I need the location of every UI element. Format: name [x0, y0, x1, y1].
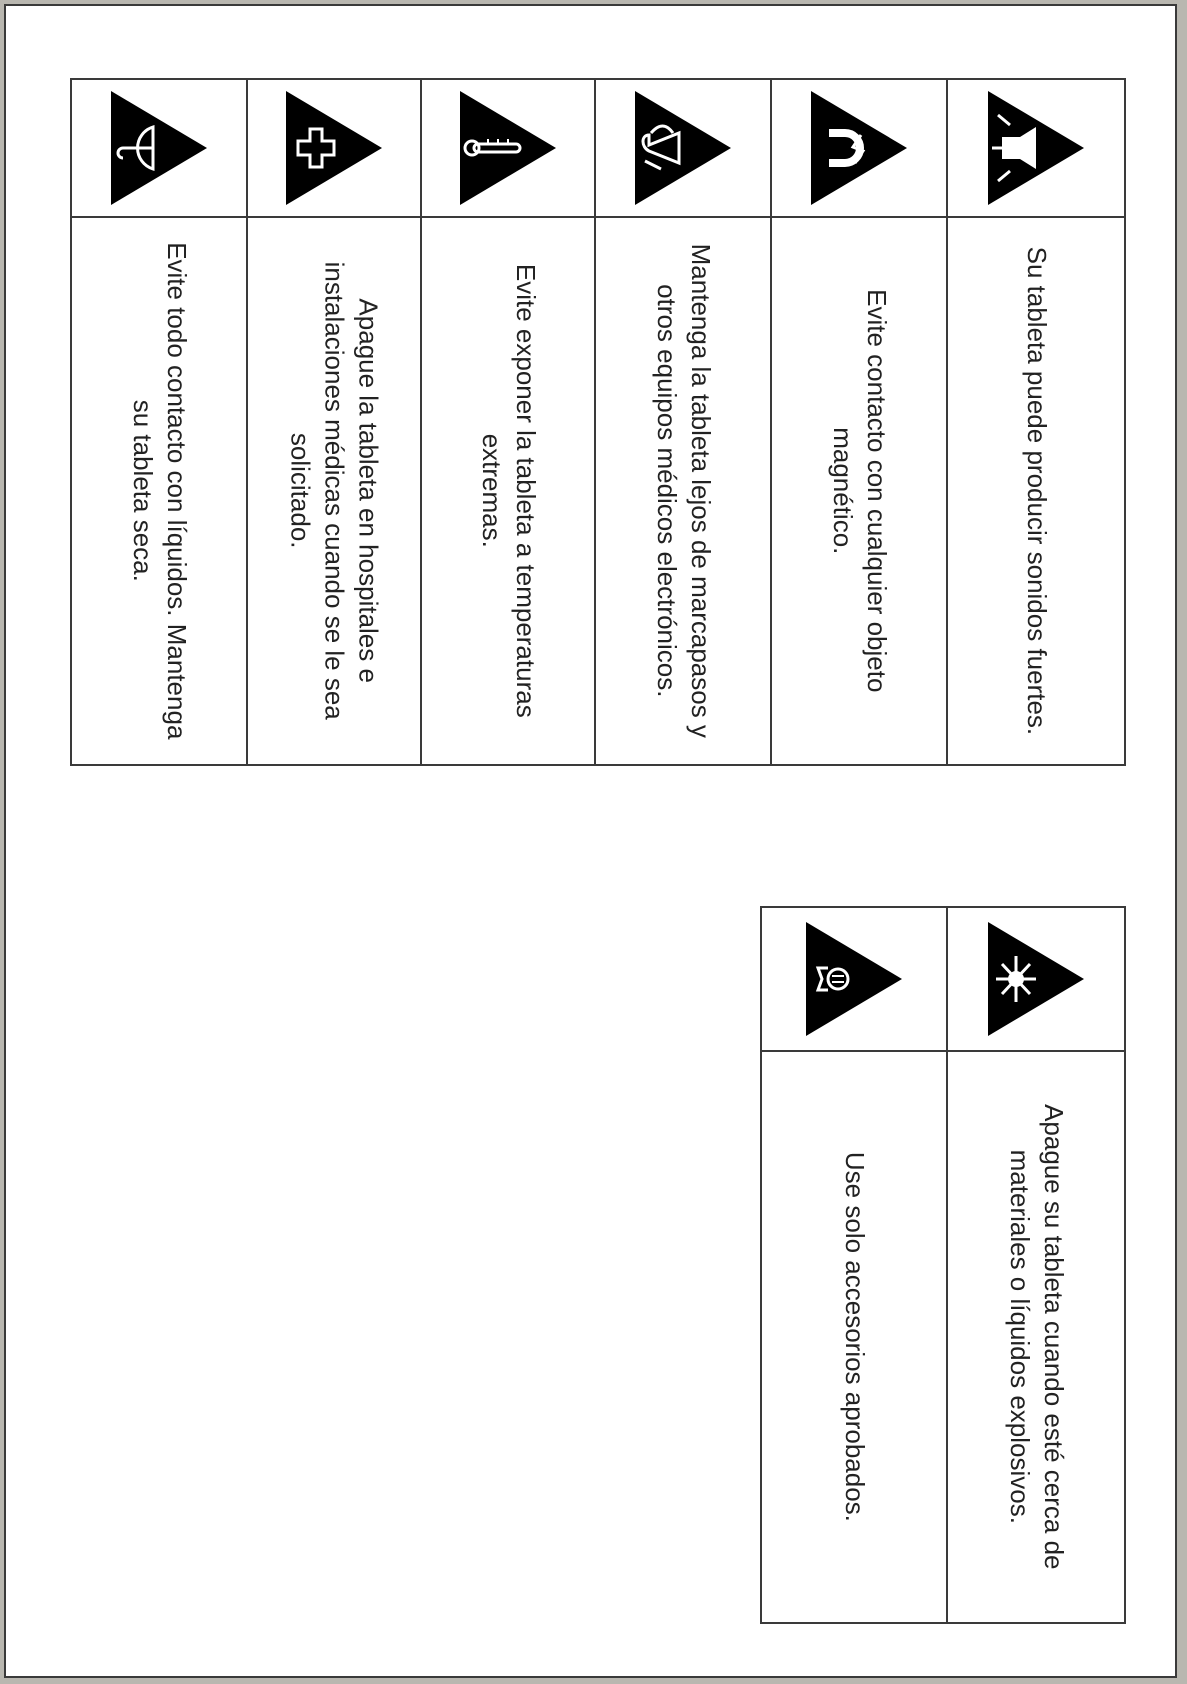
umbrella-icon [109, 89, 209, 207]
warning-text-cell [72, 218, 246, 764]
warning-text-cell [422, 218, 594, 764]
warning-text-cell [596, 218, 770, 764]
magnet-icon [809, 89, 909, 207]
warning-text: Mantenga la tableta lejos de marcapasos y otros equipos médicos electrónicos. [652, 243, 716, 739]
warning-row-magnet [770, 78, 948, 766]
warning-text: Evite todo contacto con líquidos. Mantenga su tableta seca. [128, 242, 192, 740]
warning-text-cell [948, 218, 1124, 764]
pacemaker-heart-icon [633, 89, 733, 207]
warning-icon-cell [248, 80, 420, 218]
warning-row-explosive [946, 906, 1126, 1624]
warning-text: Apague su tableta cuando esté cerca de materiales o líquidos explosivos. [1005, 1104, 1069, 1570]
explosion-icon [986, 920, 1086, 1038]
medical-cross-icon [284, 89, 384, 207]
warning-row-accessories [760, 906, 948, 1624]
warning-row-liquids [70, 78, 248, 766]
warning-text-cell [772, 218, 946, 764]
warning-text-cell [762, 1052, 946, 1622]
warning-icon-cell [948, 908, 1124, 1052]
warning-icon-cell [422, 80, 594, 218]
warning-text: Use solo accesorios aprobados. [839, 1151, 870, 1522]
warning-row-temperature [420, 78, 596, 766]
warning-text: Su tableta puede producir sonidos fuertes. [1021, 246, 1052, 736]
loud-sound-icon [986, 89, 1086, 207]
warning-row-pacemaker [594, 78, 772, 766]
warning-text: Evite exponer la tableta a temperaturas extremas. [477, 264, 541, 718]
warning-icon-cell [596, 80, 770, 218]
document-page [4, 4, 1177, 1678]
warning-icon-cell [772, 80, 946, 218]
warning-icon-cell [762, 908, 946, 1052]
warning-icon-cell [72, 80, 246, 218]
warning-text-cell [948, 1052, 1124, 1622]
warning-row-hospital [246, 78, 422, 766]
warning-row-loud-sound [946, 78, 1126, 766]
thermometer-icon [458, 89, 558, 207]
warning-icon-cell [948, 80, 1124, 218]
approved-accessory-icon [804, 920, 904, 1038]
warning-text: Apague la tableta en hospitales e instalaciones médicas cuando se le sea solicitado. [286, 261, 384, 721]
warning-text: Evite contacto con cualquier objeto magnético. [828, 289, 892, 693]
warning-text-cell [248, 218, 420, 764]
